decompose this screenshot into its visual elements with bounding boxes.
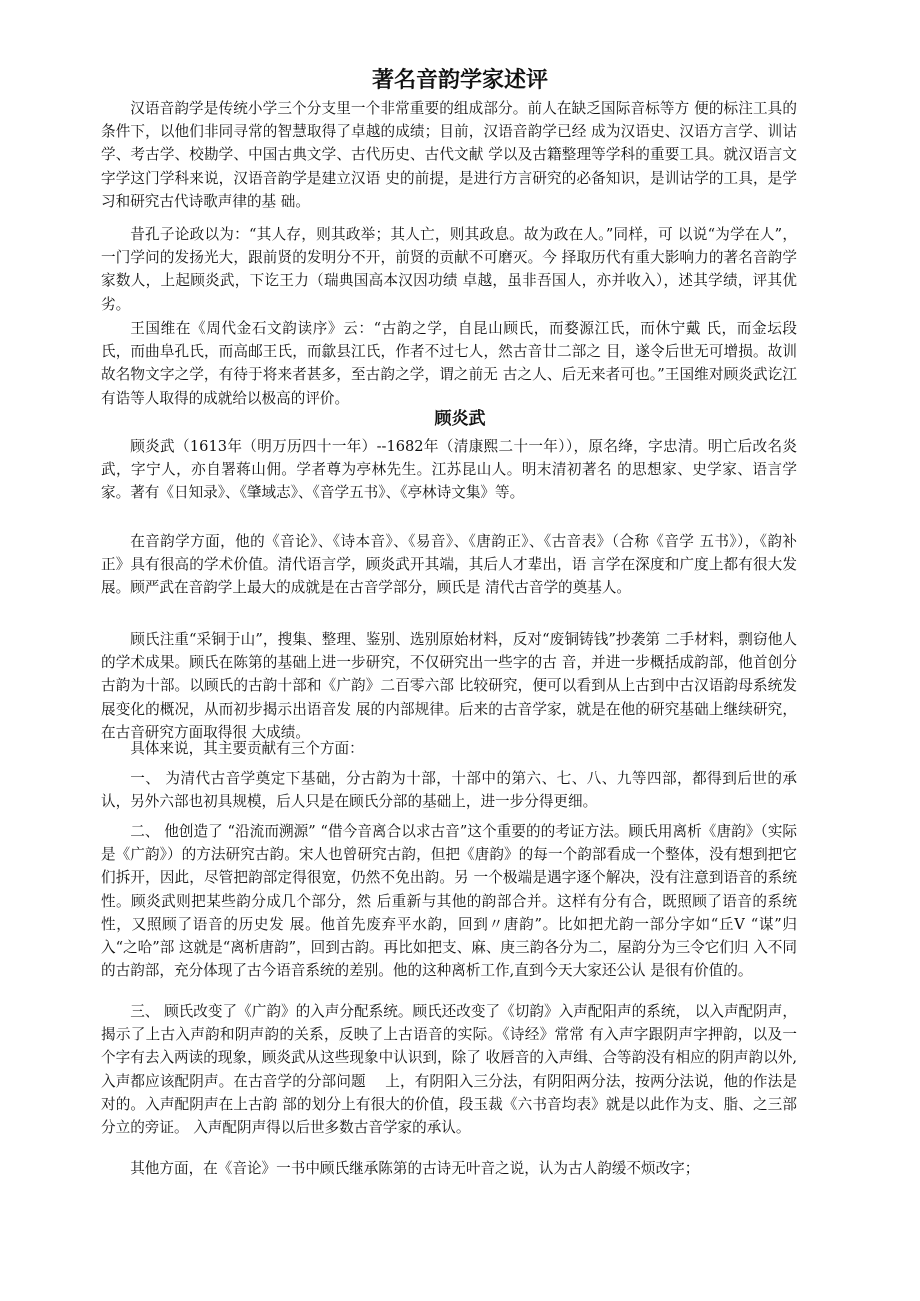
intro-paragraph-3: 王国维在《周代金石文韵读序》云：“古韵之学，自昆山顾氏，而婺源江氏，而休宁戴 氏，而金坛段氏，而曲阜孔氏，而高邮王氏，而歙县江氏，作者不过七人，然古音廿二部之 目，遂令后世无可增损。故训故名物文字之学，有待于将来者甚多，至古韵之学，谓之前无 古之人、后无来者可也。”王国维对顾炎武讫江有诰等人取得的成就给以极高的评价。 — [101, 320, 797, 407]
section-paragraph-2: 在音韵学方面，他的《音论》、《诗本音》、《易音》、《唐韵正》、《古音表》（合称《音学 五书》），《韵补正》具有很高的学术价值。清代语言学，顾炎武开其端，其后人才辈出，语 言学在深度和广度上都有很大发展。顾严武在音韵学上最大的成就是在古音学部分，顾氏是 清代古音学的奠基人。 — [101, 533, 797, 597]
intro-paragraph-2: 昔孔子论政以为：“其人存，则其政举；其人亡，则其政息。故为政在人。”同样，可 以说“为学在人”，一门学问的发扬光大，跟前贤的发明分不开，前贤的贡献不可磨灭。今 择取历代有重大影响力的著名音韵学家数人，上起顾炎武，下讫王力（瑞典国高本汉因功绩 卓越，虽非吾国人，亦并收入），述其学绩，评其优劣。 — [101, 226, 797, 313]
section-paragraph-1: 顾炎武（1613年（明万历四十一年）--1682年（清康熙二十一年）），原名绛，字忠清。明亡后改名炎武，字宁人，亦自署蒋山佣。学者尊为亭林先生。江苏昆山人。明末清初著名 的思想家、史学家、语言学家。著有《日知录》、《肇域志》、《音学五书》、《亭林诗文集》等。 — [101, 438, 797, 502]
contribution-item-2: 二、 他创造了 “沿流而溯源” “借今音离合以求古音”这个重要的的考证方法。顾氏用离析《唐韵》（实际是《广韵》）的方法研究古韵。宋人也曾研究古韵，但把《唐韵》的每一个韵部看成一个整体，没有想到把它们拆开，因此，尽管把韵部定得很宽，仍然不免出韵。另 一个极端是遇字逐个解决，没有注意到语音的系统性。顾炎武则把某些韵分成几个部分，然 后重新与其他的韵部合并。这样有分有合，既照顾了语音的系统性，又照顾了语音的历史发 展。他首先废弃平水韵，回到〃唐韵”。比如把尤韵一部分字如“丘Ⅴ “谋”归入“之哈”部 这就是“离析唐韵”，回到古韵。再比如把支、麻、庚三韵各分为二，屋韵分为三令它们归 入不同的古韵部，充分体现了古今语音系统的差别。他的这种离析工作,直到今天大家还公认 是很有价值的。 — [101, 823, 797, 980]
section-paragraph-last: 其他方面，在《音论》一书中顾氏继承陈第的古诗无叶音之说，认为古人韵缓不烦改字； — [130, 1160, 700, 1177]
section-heading: 顾炎武 — [434, 409, 486, 429]
contribution-item-1: 一、 为清代古音学奠定下基础，分古韵为十部，十部中的第六、七、八、九等四部，都得到后世的承认，另外六部也初具规模，后人只是在顾氏分部的基础上，进一步分得更细。 — [101, 770, 797, 811]
section-paragraph-4: 具体来说，其主要贡献有三个方面： — [130, 740, 364, 757]
contribution-item-3: 三、 顾氏改变了《广韵》的入声分配系统。顾氏还改变了《切韵》入声配阳声的系统， 以入声配阴声，揭示了上古入声韵和阴声韵的关系，反映了上古语音的实际。《诗经》常常 有入声字跟阴声字押韵，以及一个字有去入两读的现象，顾炎武从这些现象中认识到，除了 收唇音的入声缉、合等韵没有相应的阴声韵以外,入声都应该配阴声。在古音学的分部问题 上，有阴阳入三分法，有阴阳两分法，按两分法说，他的作法是对的。入声配阴声在上古韵 部的划分上有很大的价值，段玉裁《六书音均表》就是以此作为支、脂、之三部分立的旁证。 入声配阴声得以后世多数古音学家的承认。 — [101, 1003, 797, 1137]
document-title: 著名音韵学家述评 — [371, 68, 548, 93]
section-paragraph-3: 顾氏注重“采铜于山”，搜集、整理、鉴别、选别原始材料，反对“废铜铸钱”抄袭第 二手材料，剽窃他人的学术成果。顾氏在陈第的基础上进一步研究，不仅研究出一些字的古 音，并进一步概括成韵部，他首创分古韵为十部。以顾氏的古韵十部和《广韵》二百零六部 比较研究，便可以看到从上古到中古汉语韵母系统发展变化的概况，从而初步揭示出语音发 展的内部规律。后来的古音学家，就是在他的研究基础上继续研究，在古音研究方面取得很 大成绩。 — [101, 631, 797, 741]
intro-paragraph-1: 汉语音韵学是传统小学三个分支里一个非常重要的组成部分。前人在缺乏国际音标等方 便的标注工具的条件下，以他们非同寻常的智慧取得了卓越的成绩；目前，汉语音韵学已经 成为汉语史、汉语方言学、训诂学、考古学、校勘学、中国古典文学、古代历史、古代文献 学以及古籍整理等学科的重要工具。就汉语言文字学这门学科来说，汉语音韵学是建立汉语 史的前提，是进行方言研究的必备知识，是训诂学的工具，是学习和研究古代诗歌声律的基 础。 — [101, 100, 797, 210]
